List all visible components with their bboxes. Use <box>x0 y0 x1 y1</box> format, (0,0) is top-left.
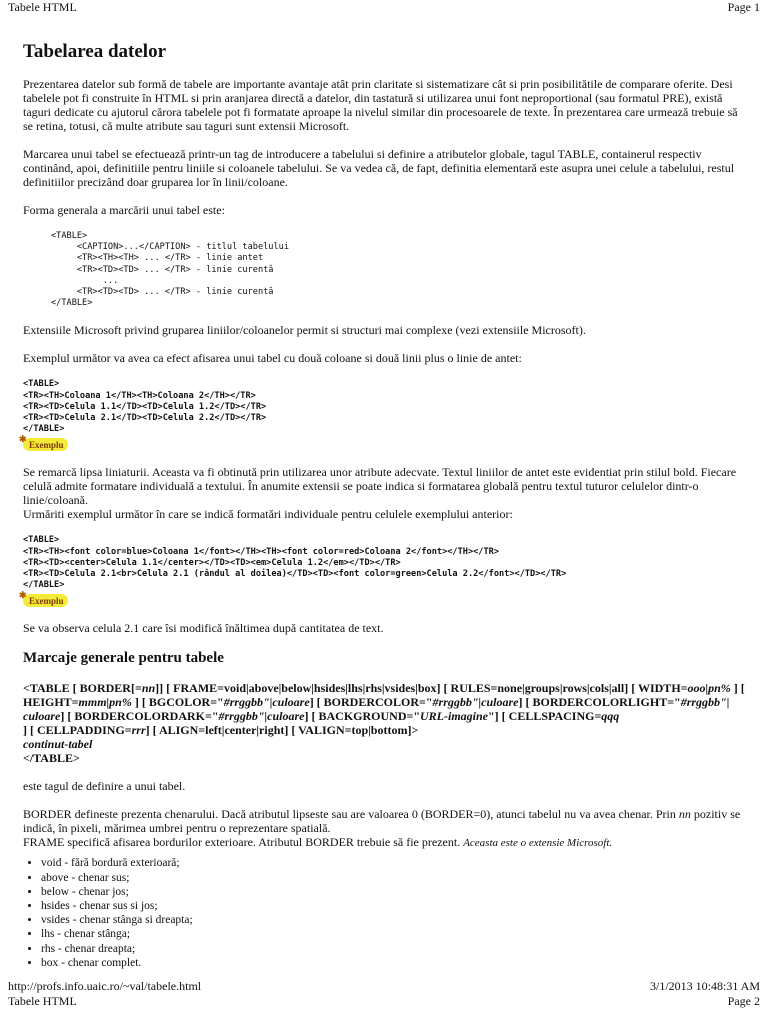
section-heading: Marcaje generale pentru tabele <box>23 650 224 667</box>
paragraph-frame: FRAME specifică afisarea bordurilor exterioare. Atributul BORDER trebuie să fie prezent. Aceasta este o extensie Microsoft. <box>23 835 613 850</box>
paragraph-border: BORDER defineste prezenta chenarului. Dacă atributul lipseste sau are valoarea 0 (BORDER=0), atunci tabelul nu va avea chenar. Prin nn pozitiv se indică, în pixeli, mărimea umbrei pentru o reprezentare spatială. <box>23 807 741 836</box>
paragraph-remarks: Se remarcă lipsa liniaturii. Aceasta va fi obtinută prin utilizarea unor atribute adecvate. Textul liniilor de antet este evidentiat prin stilul bold. Fiecare celulă admite formatare individuală a textului. În anumite extensii se poate indica si formatarea globală pentru textul tuturor celulelor dintr-o linie/coloană. <box>23 465 737 508</box>
page-title: Tabelarea datelor <box>23 41 167 62</box>
code-example-2: <TABLE> <TR><TH><font color=blue>Coloana 1</font></TH><TH><font color=red>Coloana 2</font></TH></TR> <TR><TD><center>Celula 1.1</center></TD><TD><em>Celula 1.2</em></TD></TR> <TR><TD>Celula 2.1<br>Celula 2.1 (rândul al doilea)</TD><TD><font color=green>Celula 2.2</font></TD></TR> </TABLE> <box>23 535 567 591</box>
frame-values-list <box>23 856 747 970</box>
code-example-1: <TABLE> <TR><TH>Coloana 1</TH><TH>Coloana 2</TH></TR> <TR><TD>Celula 1.1</TD><TD>Celula 1.2</TD></TR> <TR><TD>Celula 2.1</TD><TD>Celula 2.2</TD></TR> </TABLE> <box>23 379 267 435</box>
paragraph-cell-height: Se va observa celula 2.1 care îsi modifică înăltimea după cantitatea de text. <box>23 621 384 636</box>
table-tag-syntax: <TABLE [ BORDER[=nn]] [ FRAME=void|above|below|hsides|lhs|rhs|vsides|box] [ RULES=none|groups|rows|cols|all] [ WIDTH=ooo|pn% ] [ HEIGHT=mmm|pn% ] [ BGCOLOR="#rrggbb"|culoare] [ BORDERCOLOR="#rrggbb"|culoare] [ BORDERCOLORLIGHT="#rrggbb"| culoare] [ BORDERCOLORDARK="#rrggbb"|culoare] [ BACKGROUND="URL-imagine"] [ CELLSPACING=qqq ] [ CELLPADDING=rrr] [ ALIGN=left|center|right] [ VALIGN=top|bottom]> continut-tabel </TABLE> <box>23 681 745 766</box>
document-content <box>23 37 747 970</box>
list-item: • rhs - chenar dreapta; <box>41 942 747 956</box>
footer-timestamp: 3/1/2013 10:48:31 AM <box>649 979 760 993</box>
paragraph-intro: Prezentarea datelor sub formă de tabele are importante avantaje atât prin claritate si sistematizare cât si prin posibilitătile de comparare oferite. Desi tabelele pot fi construite în HTML si prin aranjarea directă a datelor, din tastatură si utilizarea unui font neproportional (sau formatul PRE), există taguri dedicate cu ajutorul cărora tabelele pot fi formatate aproape la nivelul similar din procesoarele de texte. În prezentarea care urmează trebuie să se retina, totusi, că multe atribute sau taguri sunt extensii Microsoft. <box>23 77 738 133</box>
list-item: • vsides - chenar stânga si dreapta; <box>41 913 747 927</box>
page-footer <box>8 979 760 993</box>
footer-url[interactable]: http://profs.info.uaic.ro/~val/tabele.html <box>8 979 202 993</box>
list-item: • hsides - chenar sus si jos; <box>41 899 747 913</box>
paragraph-form-intro: Forma generala a marcării unui tabel este: <box>23 203 225 217</box>
next-header-title: Tabele HTML <box>8 994 77 1008</box>
page-header <box>8 0 760 14</box>
paragraph-extensions: Extensiile Microsoft privind gruparea liniilor/coloanelor permit si structuri mai complexe (vezi extensiile Microsoft). <box>23 323 586 338</box>
paragraph-marking: Marcarea unui tabel se efectuează printr-un tag de introducere a tabelului si definire a atributelor globale, tagul TABLE, containerul respectiv continând, apoi, definitiile pentru liniile si coloanele tabelului. Se va vedea că, de fapt, definitia elementară este asupra unei celule a tabelului, restul definitiilor precizând doar gruparea lor în linii/coloane. <box>23 147 735 189</box>
header-title: Tabele HTML <box>8 0 77 14</box>
list-item: • void - fără bordură exterioară; <box>41 856 747 870</box>
paragraph-tag-definition: este tagul de definire a unui tabel. <box>23 779 186 794</box>
list-item: • lhs - chenar stânga; <box>41 927 747 941</box>
paragraph-example-intro: Exemplul următor va avea ca efect afisarea unui tabel cu două coloane si două linii plus o linie de antet: <box>23 351 522 366</box>
syntax-content: continut-tabel <box>23 737 93 752</box>
next-page-header <box>8 994 760 1008</box>
next-header-page-number: Page 2 <box>727 994 760 1008</box>
example-link-2[interactable]: ✱ Exemplu <box>23 594 68 607</box>
header-page-number: Page 1 <box>727 0 760 14</box>
code-general-form: <TABLE> <CAPTION>...</CAPTION> - titlul tabelului <TR><TH><TH> ... </TR> - linie antet <TR><TD><TD> ... </TR> - linie curentă ... <TR><TD><TD> ... </TR> - linie curentă </TABLE> <box>51 231 289 309</box>
list-item: • box - chenar complet. <box>41 956 747 970</box>
list-item: • above - chenar sus; <box>41 871 747 885</box>
paragraph-follow-example: Urmăriti exemplul următor în care se indică formatări individuale pentru celulele exemplului anterior: <box>23 507 513 522</box>
syntax-close: </TABLE> <box>23 751 80 766</box>
example-link-1[interactable]: ✱ Exemplu <box>23 438 68 451</box>
list-item: • below - chenar jos; <box>41 885 747 899</box>
